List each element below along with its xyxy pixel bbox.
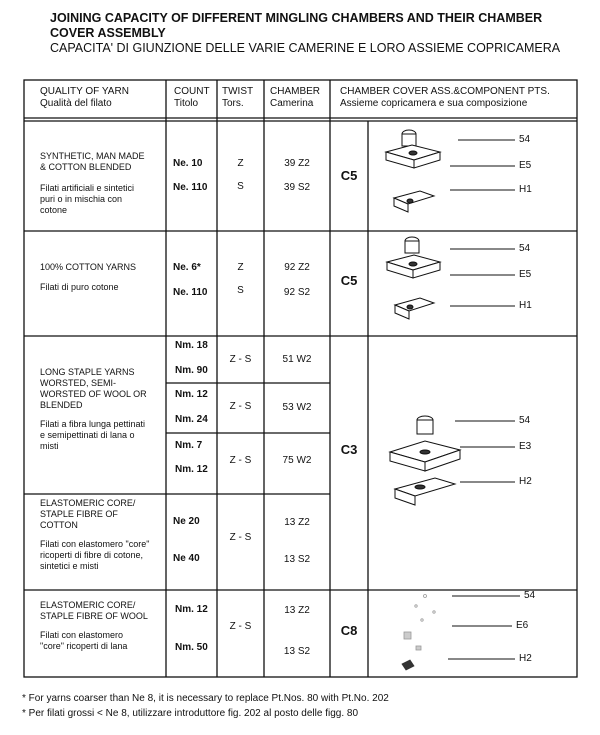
row-4-twist: Z - S — [229, 532, 252, 543]
page-title: JOINING CAPACITY OF DIFFERENT MINGLING CHAMBERS AND THEIR CHAMBER COVER ASSEMBLY — [50, 11, 543, 40]
row-5-chamber-1: 13 Z2 — [284, 605, 310, 616]
c8-assembly-drawing — [402, 595, 435, 671]
row-1-chamber-2: 39 S2 — [283, 182, 311, 193]
row-3b-count-1: Nm. 12 — [175, 389, 208, 400]
row-4-chamber-2: 13 S2 — [283, 554, 311, 565]
row-5-cover-code: C8 — [340, 623, 358, 638]
row-3c-chamber: 75 W2 — [282, 455, 312, 466]
row-3b-count-2: Nm. 24 — [175, 414, 208, 425]
row-3a-count-1: Nm. 18 — [175, 340, 208, 351]
row-1-part-3: H1 — [519, 184, 532, 195]
row-2-chamber-2: 92 S2 — [283, 287, 311, 298]
header-cover: CHAMBER COVER ASS.&COMPONENT PTS. Assieme copricamera e sua composizione — [340, 86, 550, 109]
row-5-twist: Z - S — [229, 621, 252, 632]
row-5-part-2: E6 — [516, 620, 529, 631]
header-count: COUNT Titolo — [174, 86, 210, 109]
row-4-chamber-1: 13 Z2 — [284, 517, 310, 528]
row-5-count-2: Nm. 50 — [175, 642, 208, 653]
row-3b-chamber: 53 W2 — [282, 402, 312, 413]
header-quality: QUALITY OF YARN Qualità del filato — [40, 86, 129, 109]
header-chamber: CHAMBER Camerina — [270, 86, 321, 109]
header-twist: TWIST Tors. — [222, 86, 254, 109]
row-5-part-1: 54 — [524, 590, 536, 601]
row-3c-count-1: Nm. 7 — [175, 440, 203, 451]
row-5-quality: ELASTOMERIC CORE/ STAPLE FIBRE OF WOOL Filati con elastomero "core" ricoperti di lana — [40, 600, 148, 651]
footnote-en: * For yarns coarser than Ne 8, it is necessary to replace Pt.Nos. 80 with Pt.No. 202 — [22, 693, 389, 704]
row-1-count-1: Ne. 10 — [173, 158, 203, 169]
row-2-part-1: 54 — [519, 243, 531, 254]
row-5-chamber-2: 13 S2 — [283, 646, 311, 657]
row-2-count-2: Ne. 110 — [173, 287, 208, 298]
c5-assembly-drawing-2 — [387, 237, 440, 319]
row-5-part-3: H2 — [519, 653, 532, 664]
row-1-quality: SYNTHETIC, MAN MADE & COTTON BLENDED Filati artificiali e sintetici puri o in mischia con cotone — [40, 151, 145, 215]
row-1-twist-2: S — [237, 181, 244, 192]
row-1-twist-1: Z — [237, 158, 244, 169]
row-4-count-1: Ne 20 — [173, 516, 200, 527]
c3-assembly-drawing — [390, 416, 460, 505]
row-3c-count-2: Nm. 12 — [175, 464, 208, 475]
row-2-cover-code: C5 — [340, 273, 358, 288]
row-2-count-1: Ne. 6* — [173, 262, 201, 273]
row-3-cover-code: C3 — [340, 442, 358, 457]
row-2-twist-1: Z — [237, 262, 244, 273]
page-subtitle: CAPACITA' DI GIUNZIONE DELLE VARIE CAMERINE E LORO ASSIEME COPRICAMERA — [50, 41, 561, 55]
row-4-count-2: Ne 40 — [173, 553, 200, 564]
row-1-cover-code: C5 — [340, 168, 358, 183]
row-3-part-2: E3 — [519, 441, 532, 452]
row-3-part-3: H2 — [519, 476, 532, 487]
row-1-part-1: 54 — [519, 134, 531, 145]
row-3b-twist: Z - S — [229, 401, 252, 412]
row-3a-chamber: 51 W2 — [282, 354, 312, 365]
row-1-count-2: Ne. 110 — [173, 182, 208, 193]
row-2-quality: 100% COTTON YARNS Filati di puro cotone — [40, 262, 137, 292]
row-3a-twist: Z - S — [229, 354, 252, 365]
c5-assembly-drawing-1 — [386, 130, 440, 212]
row-2-twist-2: S — [237, 285, 244, 296]
row-3a-count-2: Nm. 90 — [175, 365, 208, 376]
footnote-it: * Per filati grossi < Ne 8, utilizzare introduttore fig. 202 al posto delle figg. 80 — [22, 708, 359, 719]
row-3c-twist: Z - S — [229, 455, 252, 466]
row-1-part-2: E5 — [519, 160, 532, 171]
row-3-quality: LONG STAPLE YARNS WORSTED, SEMI- WORSTED OF WOOL OR BLENDED Filati a fibra lunga pettinati e semipettinati di lana o misti — [40, 367, 147, 451]
row-2-part-2: E5 — [519, 269, 532, 280]
row-4-quality: ELASTOMERIC CORE/ STAPLE FIBRE OF COTTON Filati con elastomero "core" ricoperti di fibre di cotone, sintetici e misti — [40, 498, 150, 571]
row-2-part-3: H1 — [519, 300, 532, 311]
row-1-chamber-1: 39 Z2 — [284, 158, 310, 169]
row-3-part-1: 54 — [519, 415, 531, 426]
row-2-chamber-1: 92 Z2 — [284, 262, 310, 273]
row-5-count-1: Nm. 12 — [175, 604, 208, 615]
